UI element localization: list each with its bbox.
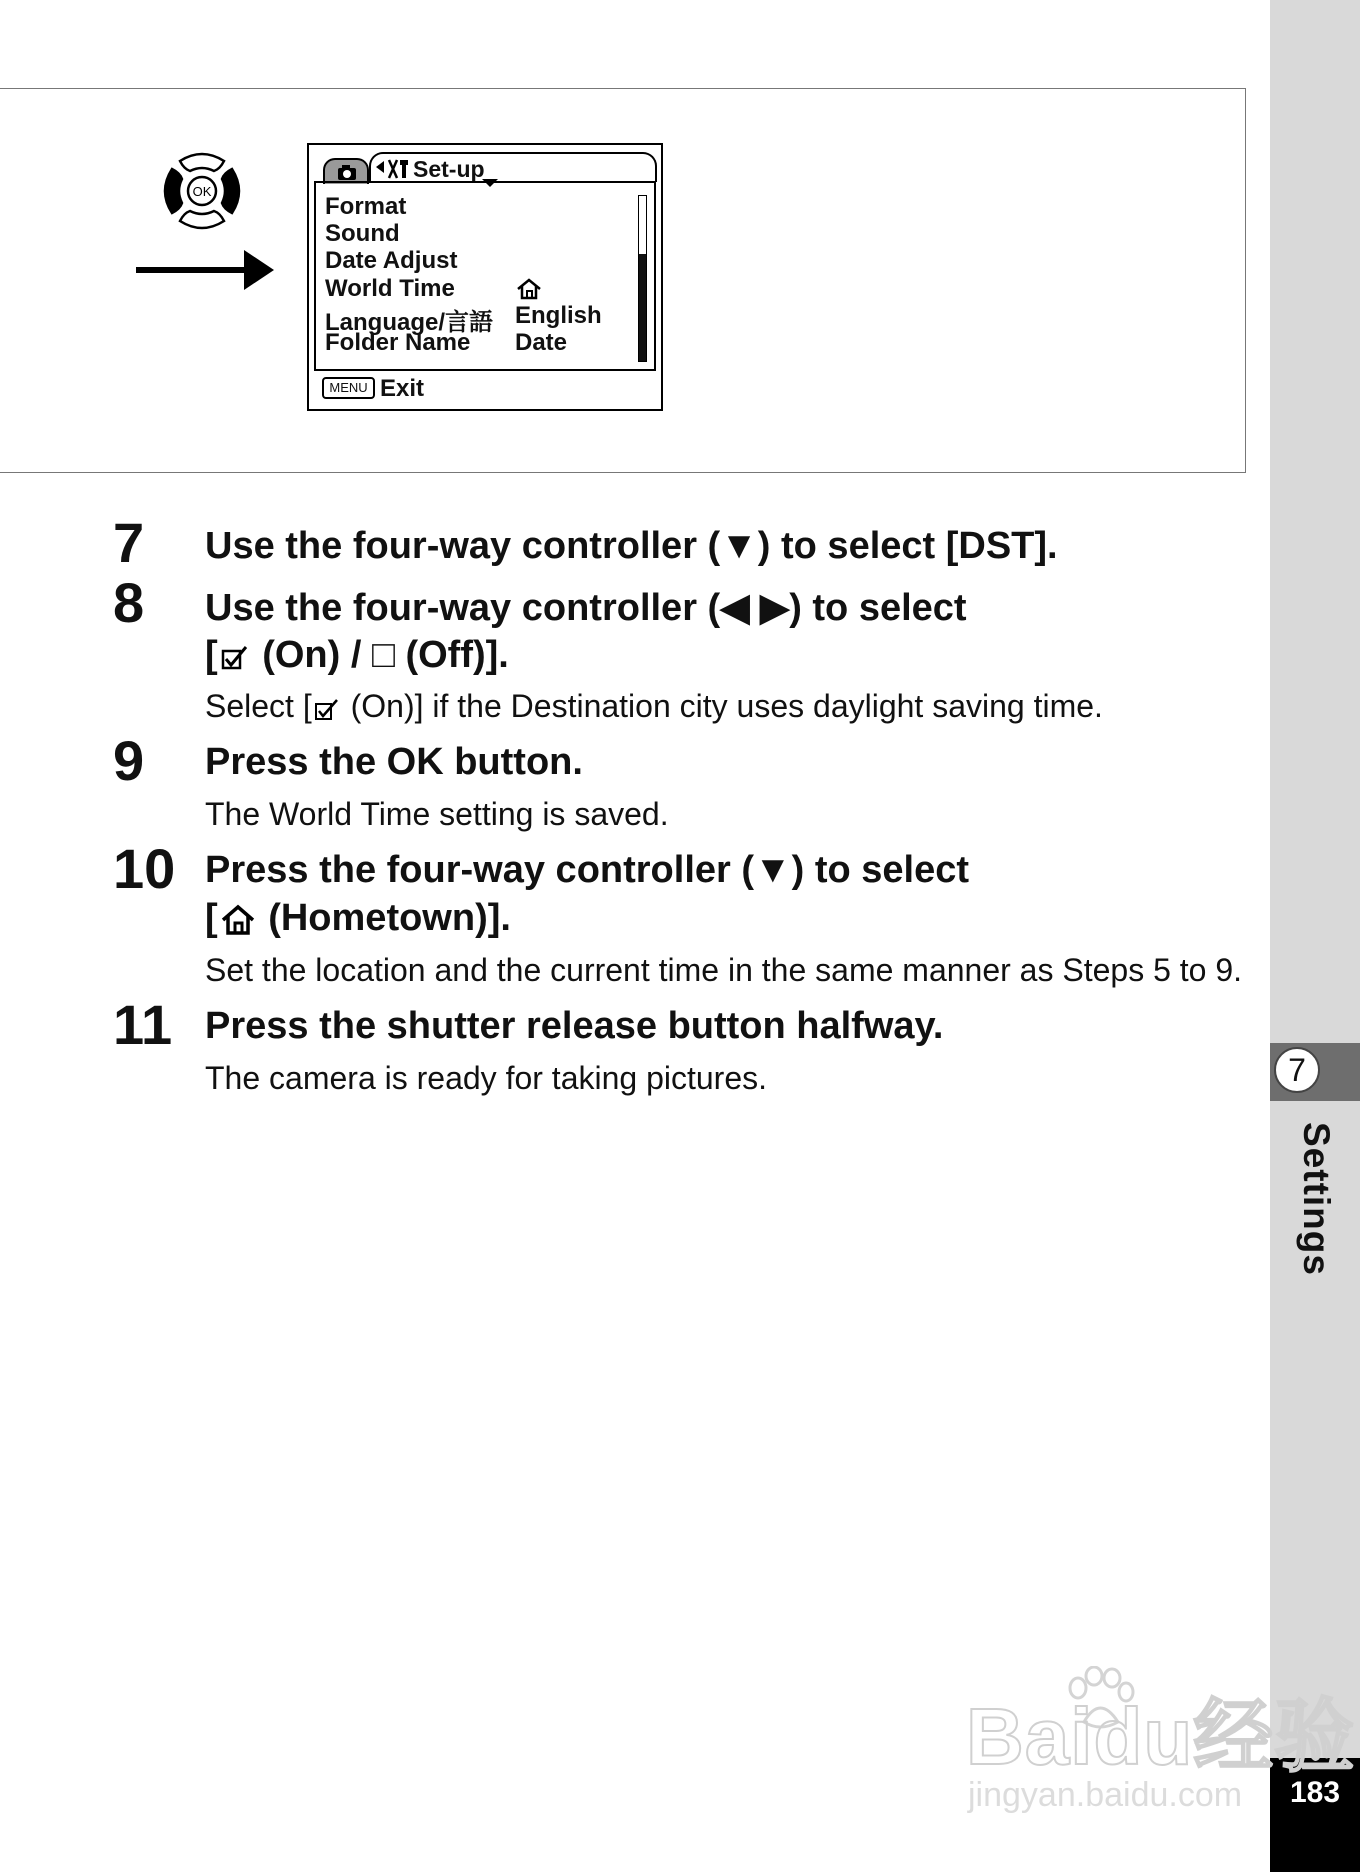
bracket-open: [ [205,897,218,939]
chapter-number: 7 [1274,1047,1320,1093]
step-8-heading-line1: Use the four-way controller (◀ ▶) to select [205,587,967,629]
body-text-a: Select [ [205,688,312,724]
step-11-description: The camera is ready for taking pictures. [205,1060,768,1096]
side-tab-column [1270,0,1360,1872]
step-9-number: 9 [113,729,145,792]
menu-value-language: English [515,302,602,329]
step-9-description: The World Time setting is saved. [205,796,669,832]
step-11-heading: Press the shutter release button halfway. [205,1005,944,1047]
step-10-heading-line2 [205,897,511,940]
menu-item-language: Language/言語 [325,309,494,336]
scrollbar [638,195,647,362]
menu-item-format: Format [325,193,407,220]
chapter-label: Settings [1296,1122,1337,1276]
left-triangle-icon [375,160,385,174]
menu-item-sound: Sound [325,220,400,247]
bracket-open: [ [205,634,218,676]
setup-tab [369,152,657,182]
menu-value-folder-name: Date [515,329,568,356]
body-text-b: (On)] if the Destination city uses daylight saving time. [341,688,1103,724]
step-8-description [205,688,1103,725]
step-8-heading-line2 [205,634,509,677]
arrow-shaft [136,267,246,273]
page-number: 183 [1270,1758,1360,1872]
step-7-heading: Use the four-way controller (▼) to select [DST]. [205,525,1058,567]
scrollbar-thumb [639,254,646,361]
checkbox-checked-icon [218,641,252,673]
camera-setup-screen [307,143,663,411]
watermark-url: jingyan.baidu.com [968,1776,1243,1814]
menu-list [314,181,656,371]
step-11-number: 11 [113,993,173,1056]
step-8-number: 8 [113,571,145,634]
hometown-text: (Hometown)]. [257,897,511,939]
on-off-text: (On) / □ (Off)]. [251,634,509,676]
setup-tab-label: Set-up [413,156,485,182]
watermark-text: Baidu经验 [966,1692,1356,1781]
step-10-number: 10 [113,837,176,900]
menu-key-icon: MENU [322,377,375,399]
step-9-heading: Press the OK button. [205,741,583,783]
menu-item-world-time: World Time [325,275,455,302]
exit-label: Exit [380,375,425,402]
four-way-controller-icon [154,143,250,239]
home-icon [218,902,258,938]
menu-item-folder-name: Folder Name [325,329,471,356]
step-10-heading-line1: Press the four-way controller (▼) to select [205,849,970,891]
tools-icon [386,157,410,181]
checkbox-checked-icon [312,695,342,723]
home-icon [515,277,543,301]
right-arrow-icon [244,250,274,290]
ok-label: OK [192,184,212,199]
step-10-description: Set the location and the current time in the same manner as Steps 5 to 9. [205,952,1243,988]
menu-item-date-adjust: Date Adjust [325,247,458,274]
step-7-number: 7 [113,511,145,574]
